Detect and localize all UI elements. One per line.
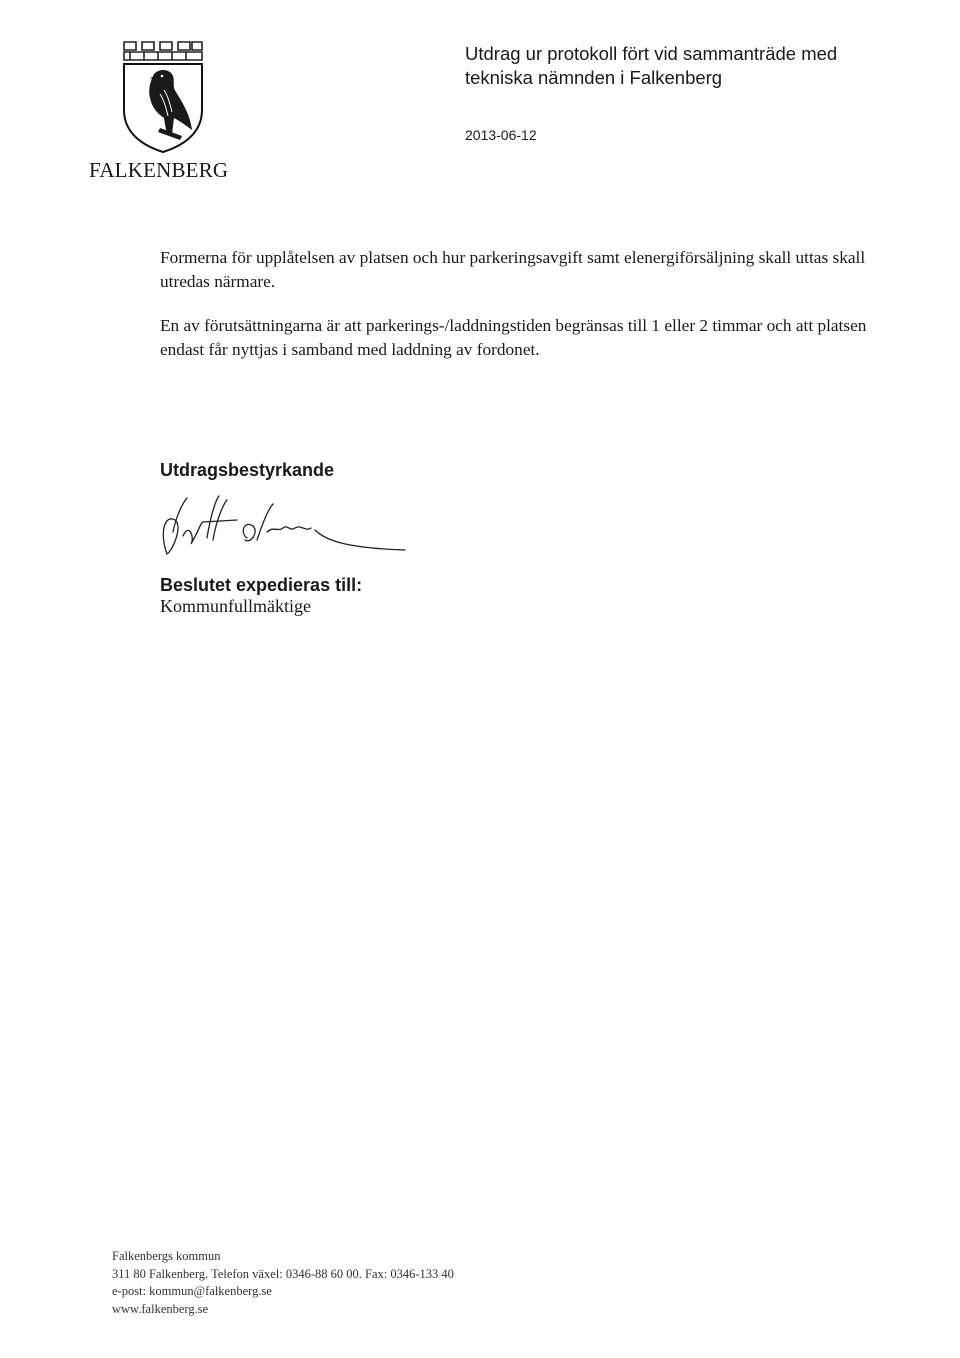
footer-contact	[112, 1248, 532, 1318]
handwritten-signature	[155, 492, 415, 564]
body-paragraph: Formerna för upplåtelsen av platsen och hur parkeringsavgift samt elenergiförsäljning skall uttas skall utredas närmare.	[160, 248, 866, 291]
distribution-heading: Beslutet expedieras till:	[160, 575, 363, 595]
distribution-recipient: Kommunfullmäktige	[160, 596, 311, 616]
document-date: 2013-06-12	[465, 127, 537, 143]
falcon-coat-of-arms-icon	[120, 38, 206, 154]
document-title: Utdrag ur protokoll fört vid sammanträde med tekniska nämnden i Falkenberg	[465, 43, 838, 88]
footer-email: e-post: kommun@falkenberg.se	[112, 1284, 272, 1298]
footer-line: 311 80 Falkenberg. Telefon växel: 0346-88 60 00. Fax: 0346-133 40	[112, 1266, 454, 1281]
municipality-name: FALKENBERG	[89, 158, 229, 182]
footer-line: Falkenbergs kommun	[112, 1249, 221, 1263]
certification-heading: Utdragsbestyrkande	[160, 460, 335, 480]
footer-website: www.falkenberg.se	[112, 1301, 209, 1316]
body-paragraph: En av förutsättningarna är att parkerings-/laddningstiden begränsas till 1 eller 2 timmar och att platsen endast får nyttjas i samband med laddning av fordonet.	[160, 316, 867, 359]
